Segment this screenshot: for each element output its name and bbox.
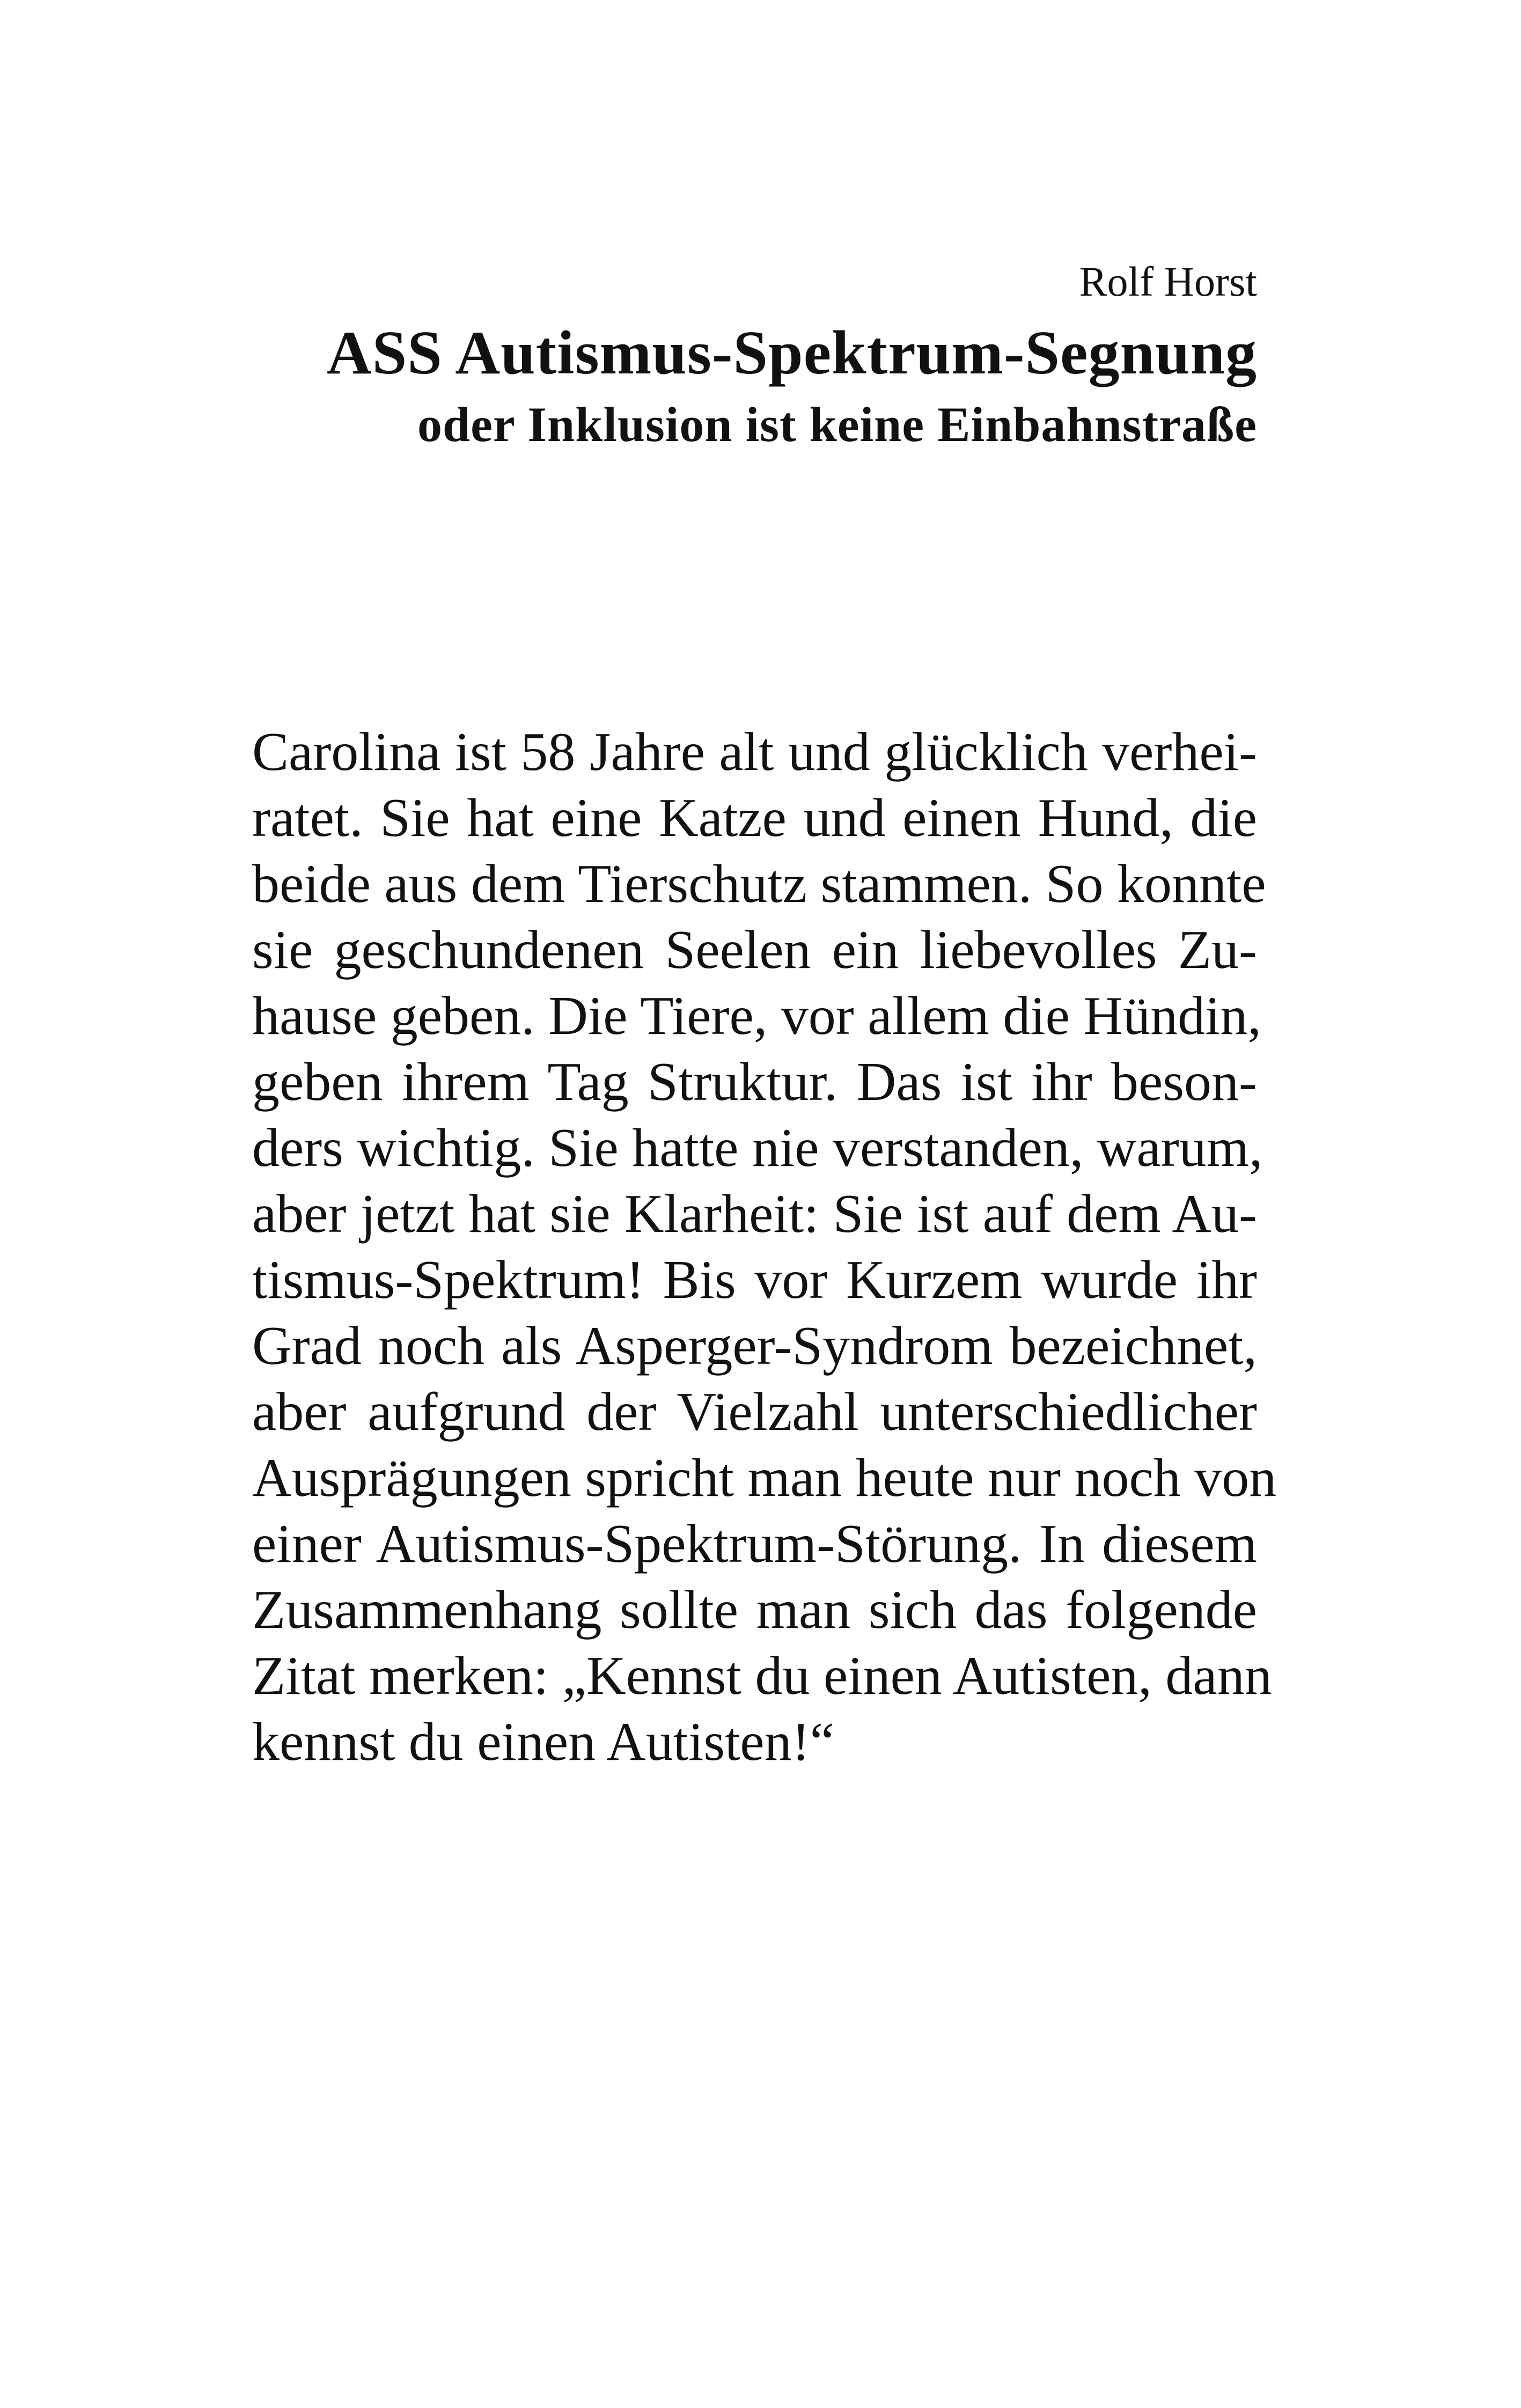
text-line: geben ihrem Tag Struktur. Das ist ihr beson- xyxy=(252,1052,1257,1112)
text-line: Zusammenhang sollte man sich das folgende xyxy=(252,1580,1257,1640)
text-line: tismus-Spektrum! Bis vor Kurzem wurde ihr xyxy=(252,1250,1257,1310)
text-line: ratet. Sie hat eine Katze und einen Hund, die xyxy=(252,788,1257,848)
text-line: sie geschundenen Seelen ein liebevolles Zu- xyxy=(252,920,1257,980)
text-line: Grad noch als Asperger-Syndrom bezeichnet, xyxy=(252,1316,1257,1376)
text-line: einer Autismus-Spektrum-Störung. In diesem xyxy=(252,1514,1257,1574)
text-line: hause geben. Die Tiere, vor allem die Hündin, xyxy=(252,986,1261,1046)
text-line: kennst du einen Autisten!“ xyxy=(252,1712,834,1772)
text-line: Ausprägungen spricht man heute nur noch von xyxy=(252,1448,1277,1508)
header-block xyxy=(327,258,1257,452)
text-line: aber aufgrund der Vielzahl unterschiedlicher xyxy=(252,1382,1257,1442)
text-line: ders wichtig. Sie hatte nie verstanden, warum, xyxy=(252,1118,1263,1178)
body-paragraph xyxy=(252,719,1277,1775)
text-line: aber jetzt hat sie Klarheit: Sie ist auf dem Au- xyxy=(252,1184,1257,1244)
text-line: Zitat merken: „Kennst du einen Autisten, dann xyxy=(252,1646,1272,1706)
author-name: Rolf Horst xyxy=(1079,258,1257,305)
chapter-title: ASS Autismus-Spektrum-Segnung xyxy=(326,318,1257,387)
chapter-subtitle: oder Inklusion ist keine Einbahnstraße xyxy=(417,397,1257,452)
text-line: Carolina ist 58 Jahre alt und glücklich verhei- xyxy=(252,722,1257,782)
text-line: beide aus dem Tierschutz stammen. So konnte xyxy=(252,854,1266,914)
